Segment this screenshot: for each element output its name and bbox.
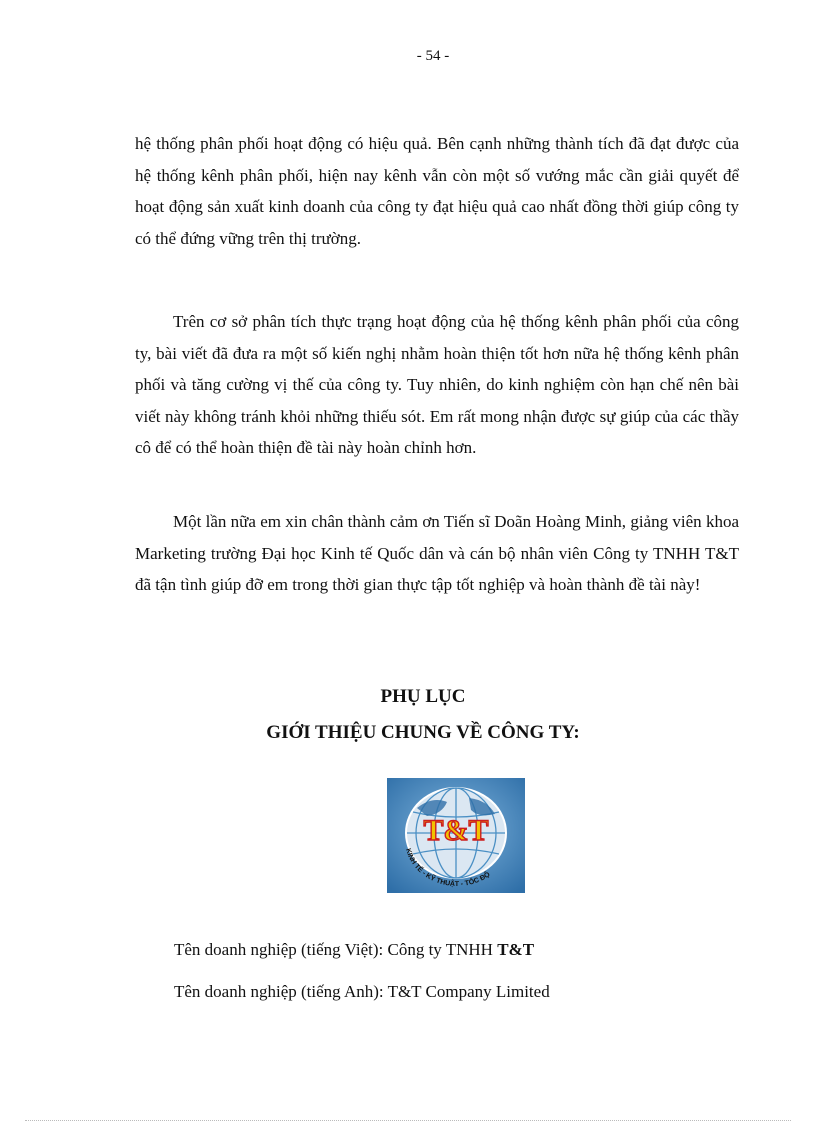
company-name-english <box>174 982 550 1002</box>
paragraph-thanks: Một lần nữa em xin chân thành cảm ơn Tiến sĩ Doãn Hoàng Minh, giảng viên khoa Marketing trường Đại học Kinh tế Quốc dân và cán bộ nhân viên Công ty TNHH T&T đã tận tình giúp đỡ em trong thời gian thực tập tốt nghiệp và hoàn thành đề tài này! <box>135 512 739 594</box>
vietnamese-name-prefix: Công ty TNHH <box>387 940 493 959</box>
english-name-label: Tên doanh nghiệp (tiếng Anh): <box>174 982 384 1001</box>
logo-brand-text: T&T <box>423 814 489 847</box>
vietnamese-name-brand: T&T <box>497 940 535 959</box>
appendix-title: PHỤ LỤC <box>380 686 466 707</box>
english-name-value: T&T Company Limited <box>387 982 550 1001</box>
logo-ring-text: KINH TẾ - KỸ THUẬT - TỐC ĐỘ <box>404 847 492 889</box>
footer-divider <box>25 1120 791 1121</box>
appendix-subtitle: GIỚI THIỆU CHUNG VỀ CÔNG TY: <box>266 722 580 743</box>
page-number: - 54 - <box>416 48 450 64</box>
company-logo <box>387 778 525 893</box>
paragraph-conclusion-1: hệ thống phân phối hoạt động có hiệu quả. Bên cạnh những thành tích đã đạt được của hệ thống kênh phân phối, hiện nay kênh vẫn còn một số vướng mắc cần giải quyết để hoạt động sản xuất kinh doanh của công ty đạt hiệu quả cao nhất đồng thời giúp công ty có thể đứng vững trên thị trường. <box>135 134 739 248</box>
company-name-vietnamese <box>174 940 534 960</box>
vietnamese-name-label: Tên doanh nghiệp (tiếng Việt): <box>174 940 384 959</box>
paragraph-conclusion-2: Trên cơ sở phân tích thực trạng hoạt động của hệ thống kênh phân phối của công ty, bài viết đã đưa ra một số kiến nghị nhằm hoàn thiện tốt hơn nữa hệ thống kênh phân phối và tăng cường vị thế của công ty. Tuy nhiên, do kinh nghiệm còn hạn chế nên bài viết này không tránh khỏi những thiếu sót. Em rất mong nhận được sự giúp của các thầy cô để có thể hoàn thiện đề tài này hoàn chỉnh hơn. <box>135 312 739 457</box>
